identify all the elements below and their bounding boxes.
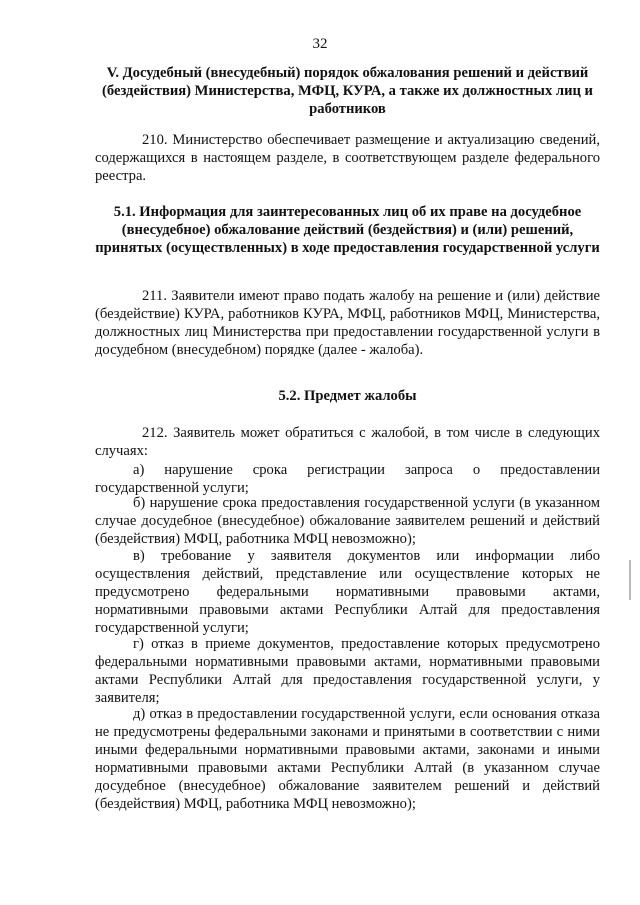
paragraph-211: 211. Заявители имеют право подать жалобу на решение и (или) действие (бездействие) КУРА, работников КУРА, МФЦ, работников МФЦ, Министерства, должностных лиц Министерства при предоставлении государственной услуги в досудебном (внесудебном) порядке (далее - жалоба). (95, 288, 600, 358)
list-item-d: д) отказ в предоставлении государственной услуги, если основания отказа не предусмотрены федеральными законами и принятыми в соответствии с ними иными федеральными нормативными правовыми актами, законами и иными нормативными правовыми актами Республики Алтай (в указанном случае досудебное (внесудебное) обжалование заявителем решений и действий (бездействия) МФЦ, работника МФЦ невозможно); (95, 706, 600, 812)
section-5-2-title: 5.2. Предмет жалобы (278, 388, 417, 404)
page-number: 32 (312, 36, 328, 52)
list-item-v: в) требование у заявителя документов или информации либо осуществления действий, представление или осуществление которых не предусмотрено федеральными нормативными правовыми актами, нормативными правовыми актами Республики Алтай для предоставления государственной услуги; (95, 548, 600, 636)
scan-edge-mark (629, 560, 631, 600)
paragraph-210: 210. Министерство обеспечивает размещение и актуализацию сведений, содержащихся в настоящем разделе, в соответствующем разделе федерального реестра. (95, 132, 600, 184)
list-item-b: б) нарушение срока предоставления государственной услуги (в указанном случае досудебное (внесудебное) обжалование заявителем решений и действий (бездействия) МФЦ, работника МФЦ невозможно); (95, 495, 600, 547)
section-v-title: V. Досудебный (внесудебный) порядок обжалования решений и действий (бездействия) Министерства, МФЦ, КУРА, а также их должностных лиц и работников (102, 65, 593, 117)
paragraph-212: 212. Заявитель может обратиться с жалобой, в том числе в следующих случаях: (95, 425, 600, 459)
list-item-a: а) нарушение срока регистрации запроса о предоставлении государственной услуги; (95, 462, 600, 496)
list-item-g: г) отказ в приеме документов, предоставление которых предусмотрено федеральными нормативными правовыми актами, нормативными правовыми актами Республики Алтай для предоставления государственной услуги, у заявителя; (95, 636, 600, 706)
section-5-1-title: 5.1. Информация для заинтересованных лиц об их праве на досудебное (внесудебное) обжалование действий (бездействия) и (или) решений, принятых (осуществленных) в ходе предоставления государственной услуги (95, 204, 600, 256)
